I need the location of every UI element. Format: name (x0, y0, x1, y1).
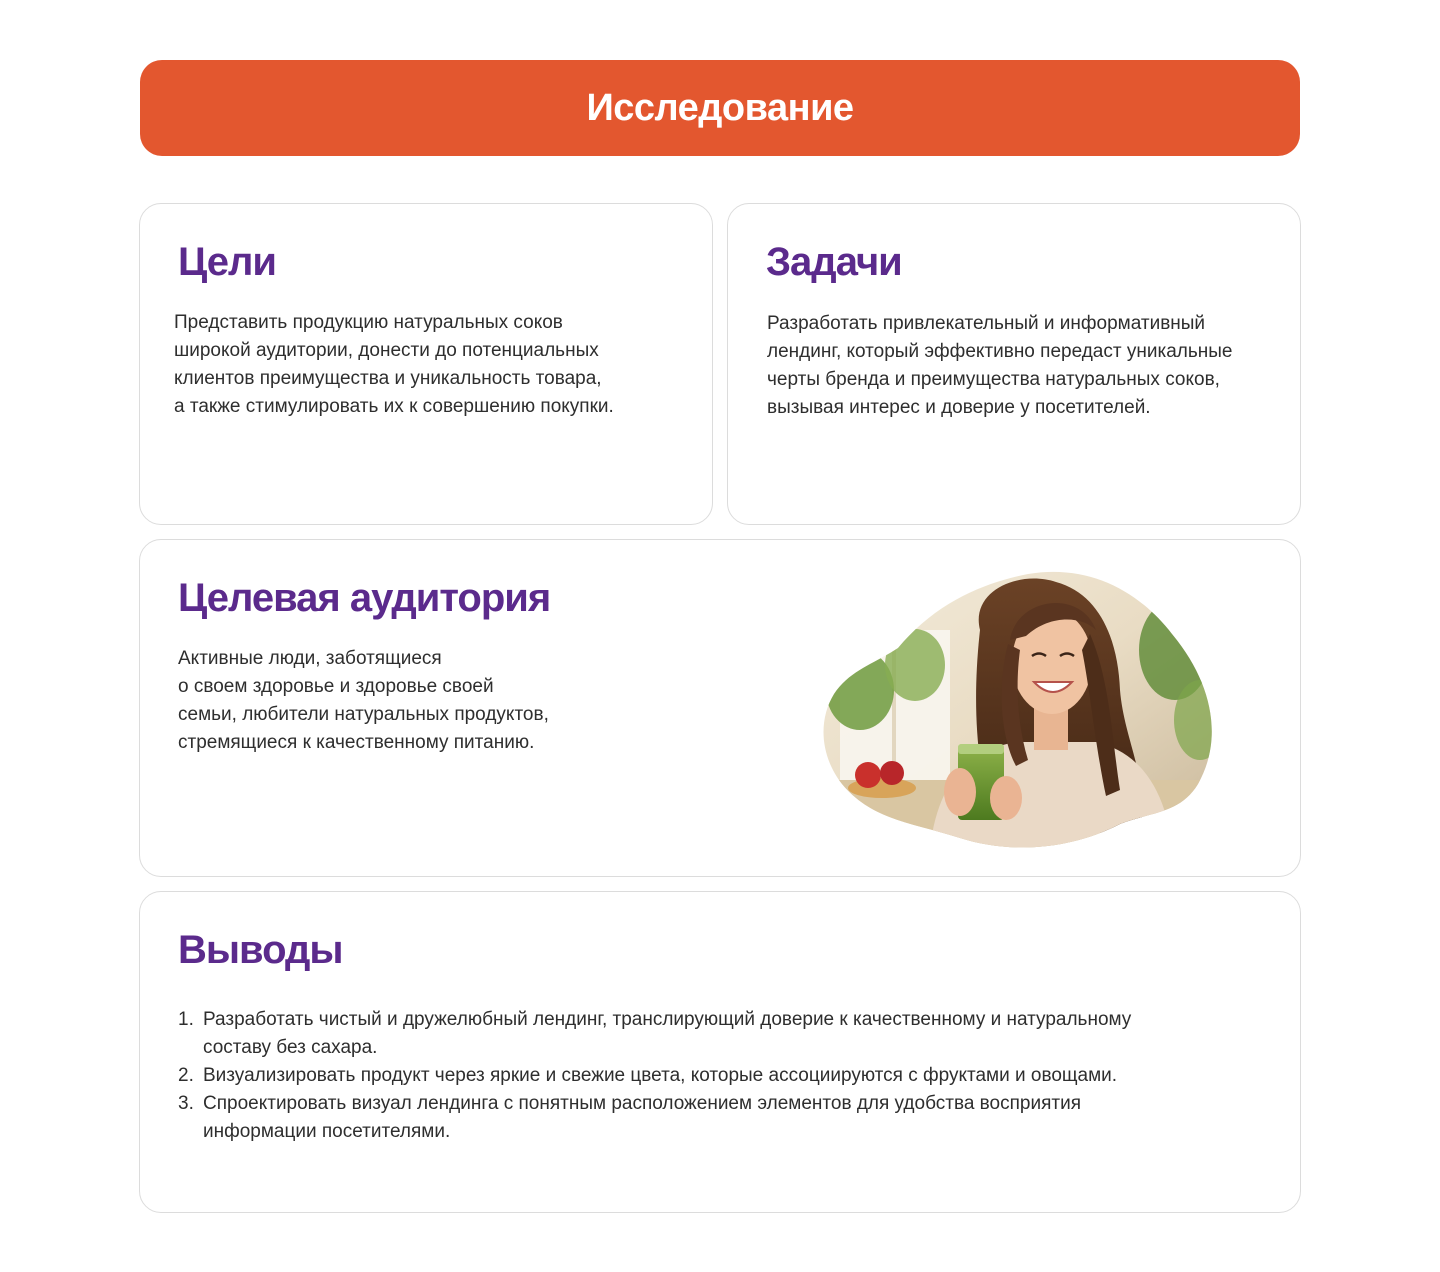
tasks-line: лендинг, который эффективно передаст уникальные (767, 341, 1233, 362)
goals-card (139, 203, 713, 525)
tasks-card (727, 203, 1301, 525)
audience-text (178, 645, 549, 757)
list-item (178, 1090, 1258, 1146)
audience-card (139, 539, 1301, 877)
goals-line: широкой аудитории, донести до потенциальных (174, 340, 599, 361)
conclusions-card (139, 891, 1301, 1213)
audience-line: Активные люди, заботящиеся (178, 648, 442, 669)
banner-title: Исследование (586, 86, 854, 129)
list-item-line: Спроектировать визуал лендинга с понятным расположением элементов для удобства восприятия (203, 1093, 1081, 1114)
list-item-line: информации посетителями. (203, 1121, 451, 1142)
list-item (178, 1062, 1258, 1090)
conclusions-title: Выводы (178, 928, 343, 972)
goals-text (174, 309, 614, 421)
woman-with-juice-photo (820, 570, 1216, 848)
goals-title: Цели (178, 240, 276, 284)
goals-line: клиентов преимущества и уникальность товара, (174, 368, 602, 389)
list-item-line: Визуализировать продукт через яркие и свежие цвета, которые ассоциируются с фруктами и овощами. (203, 1065, 1118, 1086)
tasks-title: Задачи (766, 240, 902, 284)
tasks-line: черты бренда и преимущества натуральных соков, (767, 369, 1220, 390)
list-item-number: 2. (178, 1065, 194, 1086)
list-item-line: Разработать чистый и дружелюбный лендинг, транслирующий доверие к качественному и натуральному (203, 1009, 1132, 1030)
audience-line: стремящиеся к качественному питанию. (178, 732, 535, 753)
tasks-line: Разработать привлекательный и информативный (767, 313, 1206, 334)
conclusions-list (178, 1006, 1258, 1146)
audience-title: Целевая аудитория (178, 576, 551, 620)
audience-line: семьи, любители натуральных продуктов, (178, 704, 549, 725)
audience-line: о своем здоровье и здоровье своей (178, 676, 494, 697)
list-item-line: составу без сахара. (203, 1037, 378, 1058)
list-item (178, 1006, 1258, 1062)
goals-line: а также стимулировать их к совершению покупки. (174, 396, 614, 417)
section-banner (140, 60, 1300, 156)
list-item-number: 1. (178, 1009, 194, 1030)
goals-line: Представить продукцию натуральных соков (174, 312, 563, 333)
tasks-text (767, 310, 1232, 422)
tasks-line: вызывая интерес и доверие у посетителей. (767, 397, 1151, 418)
list-item-number: 3. (178, 1093, 194, 1114)
